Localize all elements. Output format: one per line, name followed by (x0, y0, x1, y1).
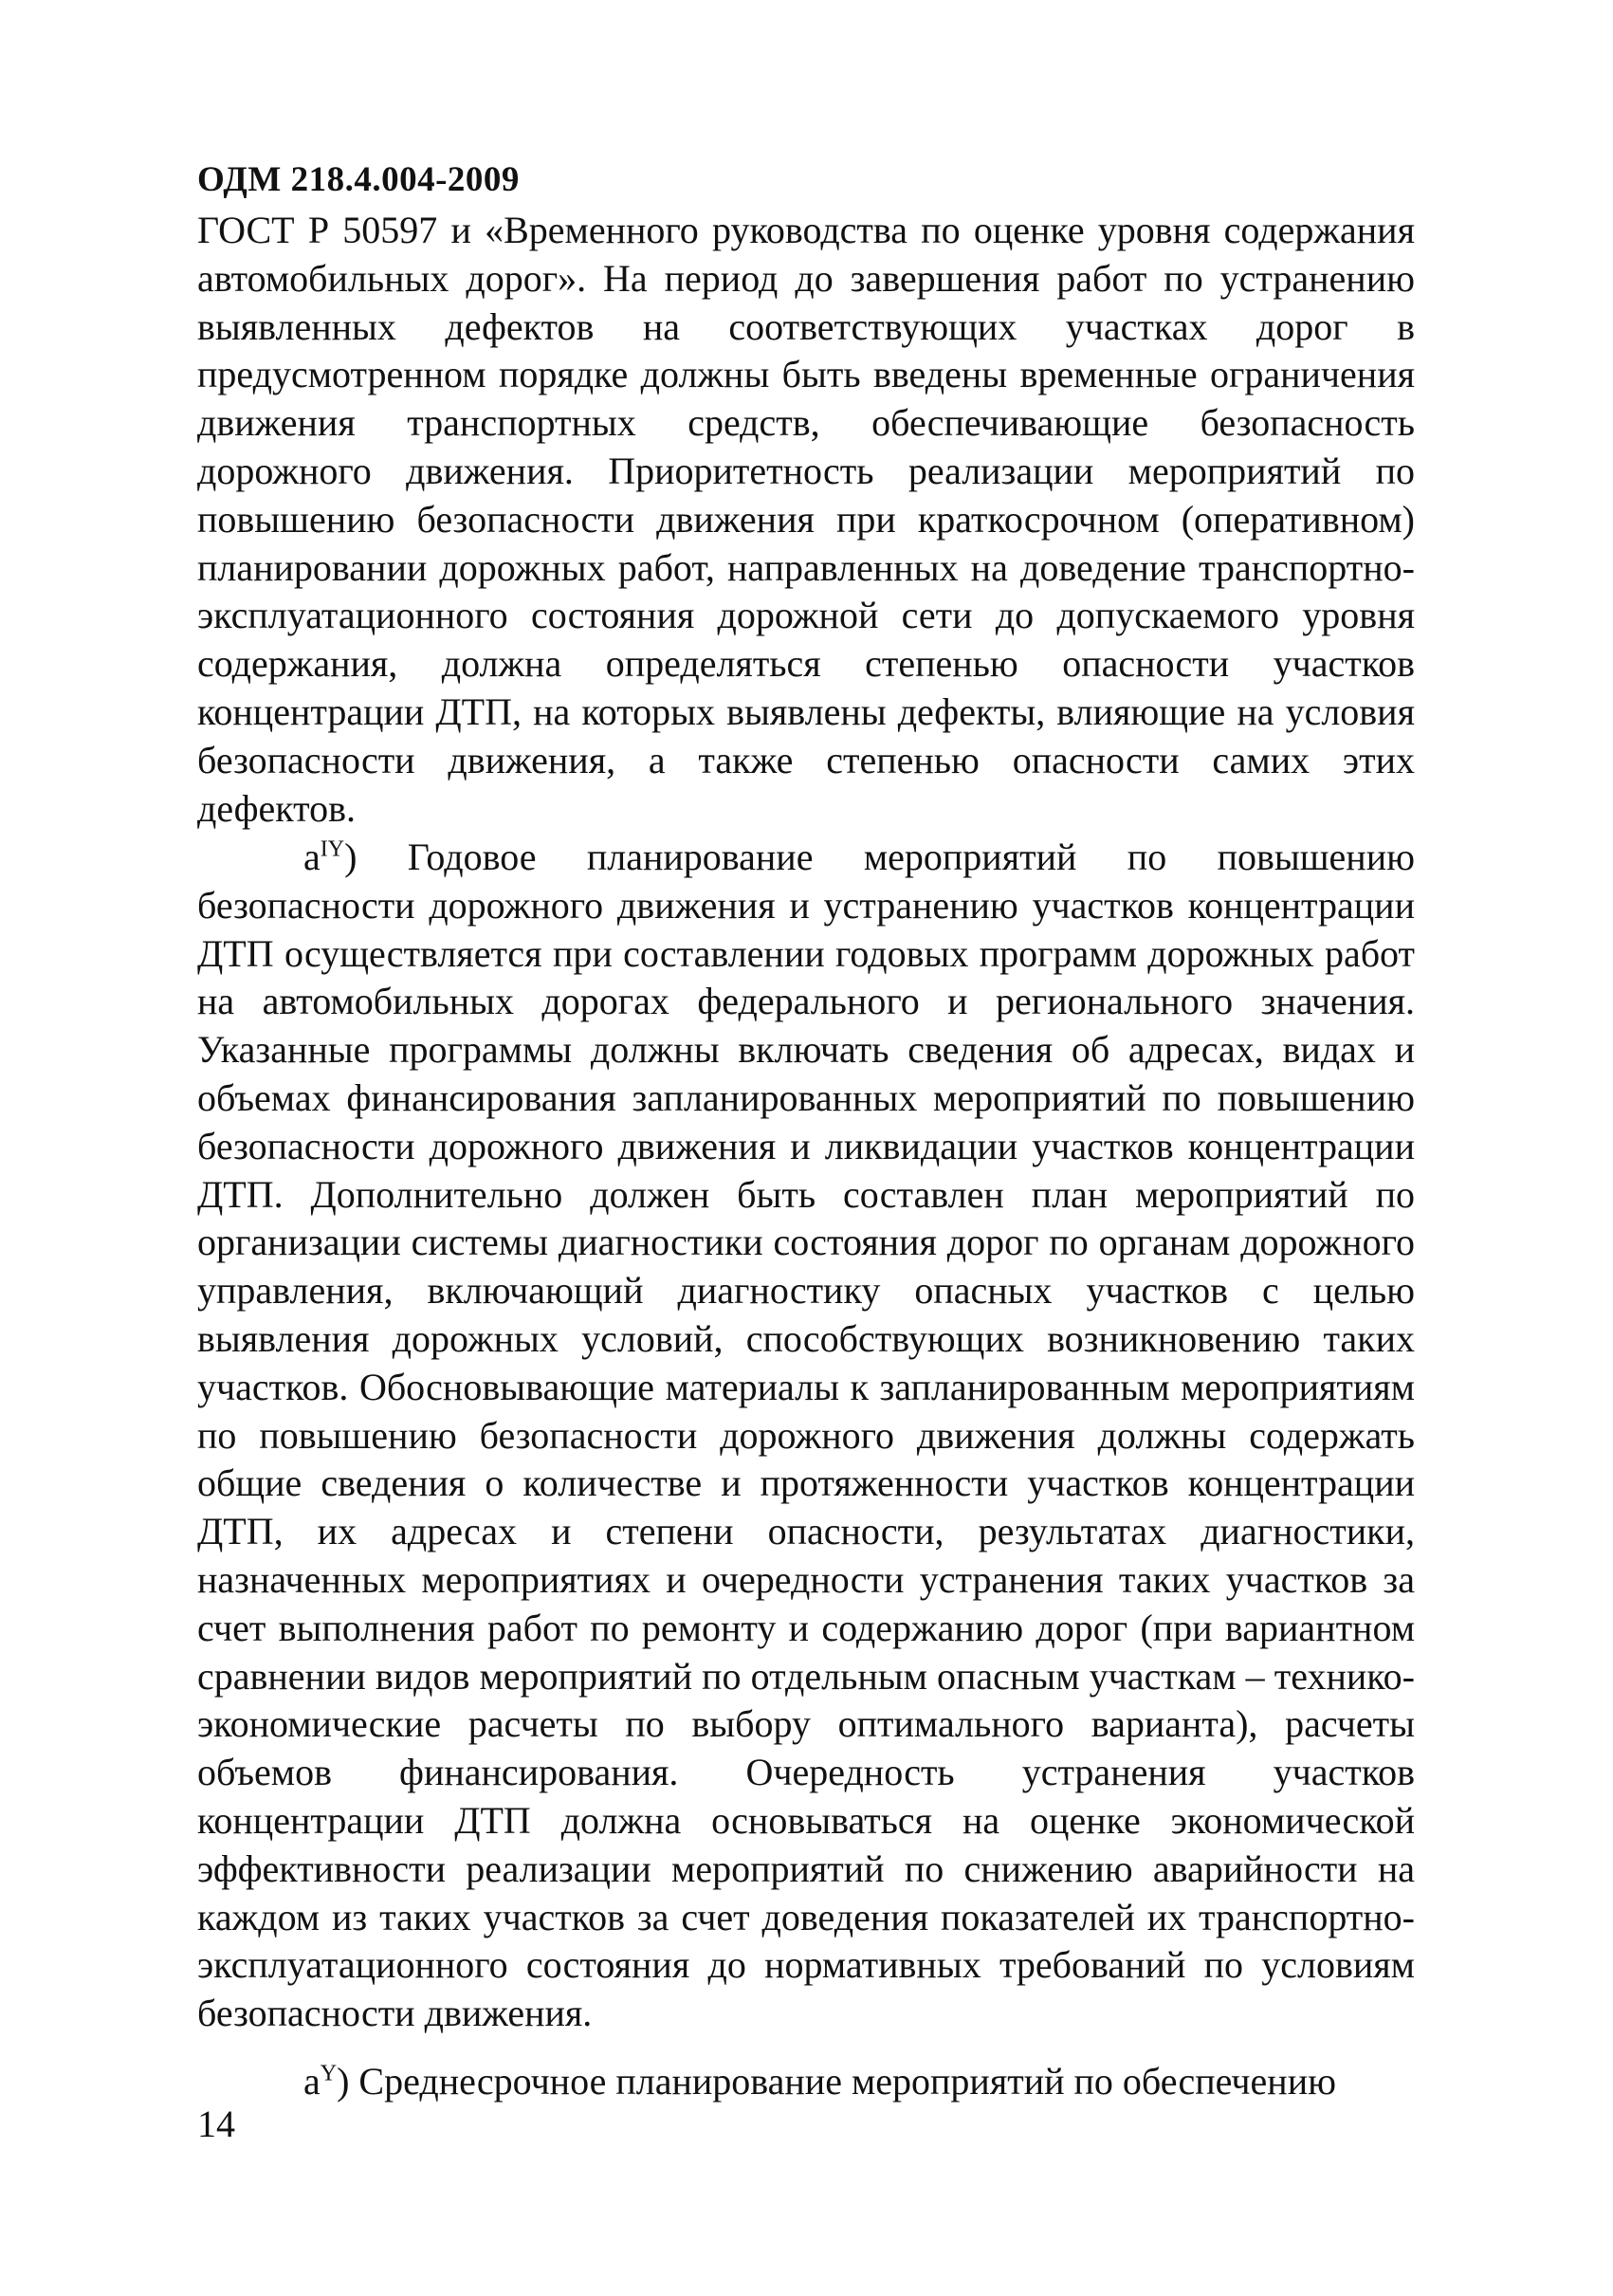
list-marker-superscript: Y (320, 2061, 338, 2086)
document-header: ОДМ 218.4.004-2009 (197, 160, 520, 199)
page-number: 14 (197, 2103, 235, 2145)
list-marker-superscript: IY (320, 836, 345, 862)
paragraph-text: ГОСТ Р 50597 и «Временного руководства по оценке уровня содержания автомобильных дорог». На период до завершения работ по устранению выявленных дефектов на соответствующих участках дорог в предусмотренном порядке должны быть введены временные ограничения движения транспортных средств, обеспечивающие безопасность дорожного движения. Приоритетность реализации мероприятий по повышению безопасности движения при краткосрочном (оперативном) планировании дорожных работ, направленных на доведение транспортно-эксплуатационного состояния дорожной сети до допускаемого уровня содержания, должна определяться степенью опасности участков концентрации ДТП, на которых выявлены дефекты, влияющие на условия безопасности движения, а также степенью опасности самих этих дефектов. (197, 209, 1415, 830)
list-marker: a (303, 836, 321, 878)
list-marker: a (303, 2060, 321, 2103)
paragraph-item-aY (197, 2058, 1415, 2106)
paragraph-text: ) Годовое планирование мероприятий по повышению безопасности дорожного движения и устранению участков концентрации ДТП осуществляется при составлении годовых программ дорожных работ на автомобильных дорогах федерального и регионального значения. Указанные программы должны включать сведения об адресах, видах и объемах финансирования запланированных мероприятий по повышению безопасности дорожного движения и ликвидации участков концентрации ДТП. Дополнительно должен быть составлен план мероприятий по организации системы диагностики состояния дорог по органам дорожного управления, включающий диагностику опасных участков с целью выявления дорожных условий, способствующих возникновению таких участков. Обосновывающие материалы к запланированным мероприятиям по повышению безопасности дорожного движения должны содержать общие сведения о количестве и протяженности участков концентрации ДТП, их адресах и степени опасности, результатах диагностики, назначенных мероприятиях и очередности устранения таких участков за счет выполнения работ по ремонту и содержанию дорог (при вариантном сравнении видов мероприятий по отдельным опасным участкам – технико-экономические расчеты по выбору оптимального варианта), расчеты объемов финансирования. Очередность устранения участков концентрации ДТП должна основываться на оценке экономической эффективности реализации мероприятий по снижению аварийности на каждом из таких участков за счет доведения показателей их транспортно-эксплуатационного состояния до нормативных требований по условиям безопасности движения. (197, 836, 1415, 2035)
paragraph-continuation (197, 207, 1415, 833)
paragraph-text: ) Среднесрочное планирование мероприятий по обеспечению (337, 2060, 1336, 2103)
paragraph-item-aIY (197, 834, 1415, 2038)
